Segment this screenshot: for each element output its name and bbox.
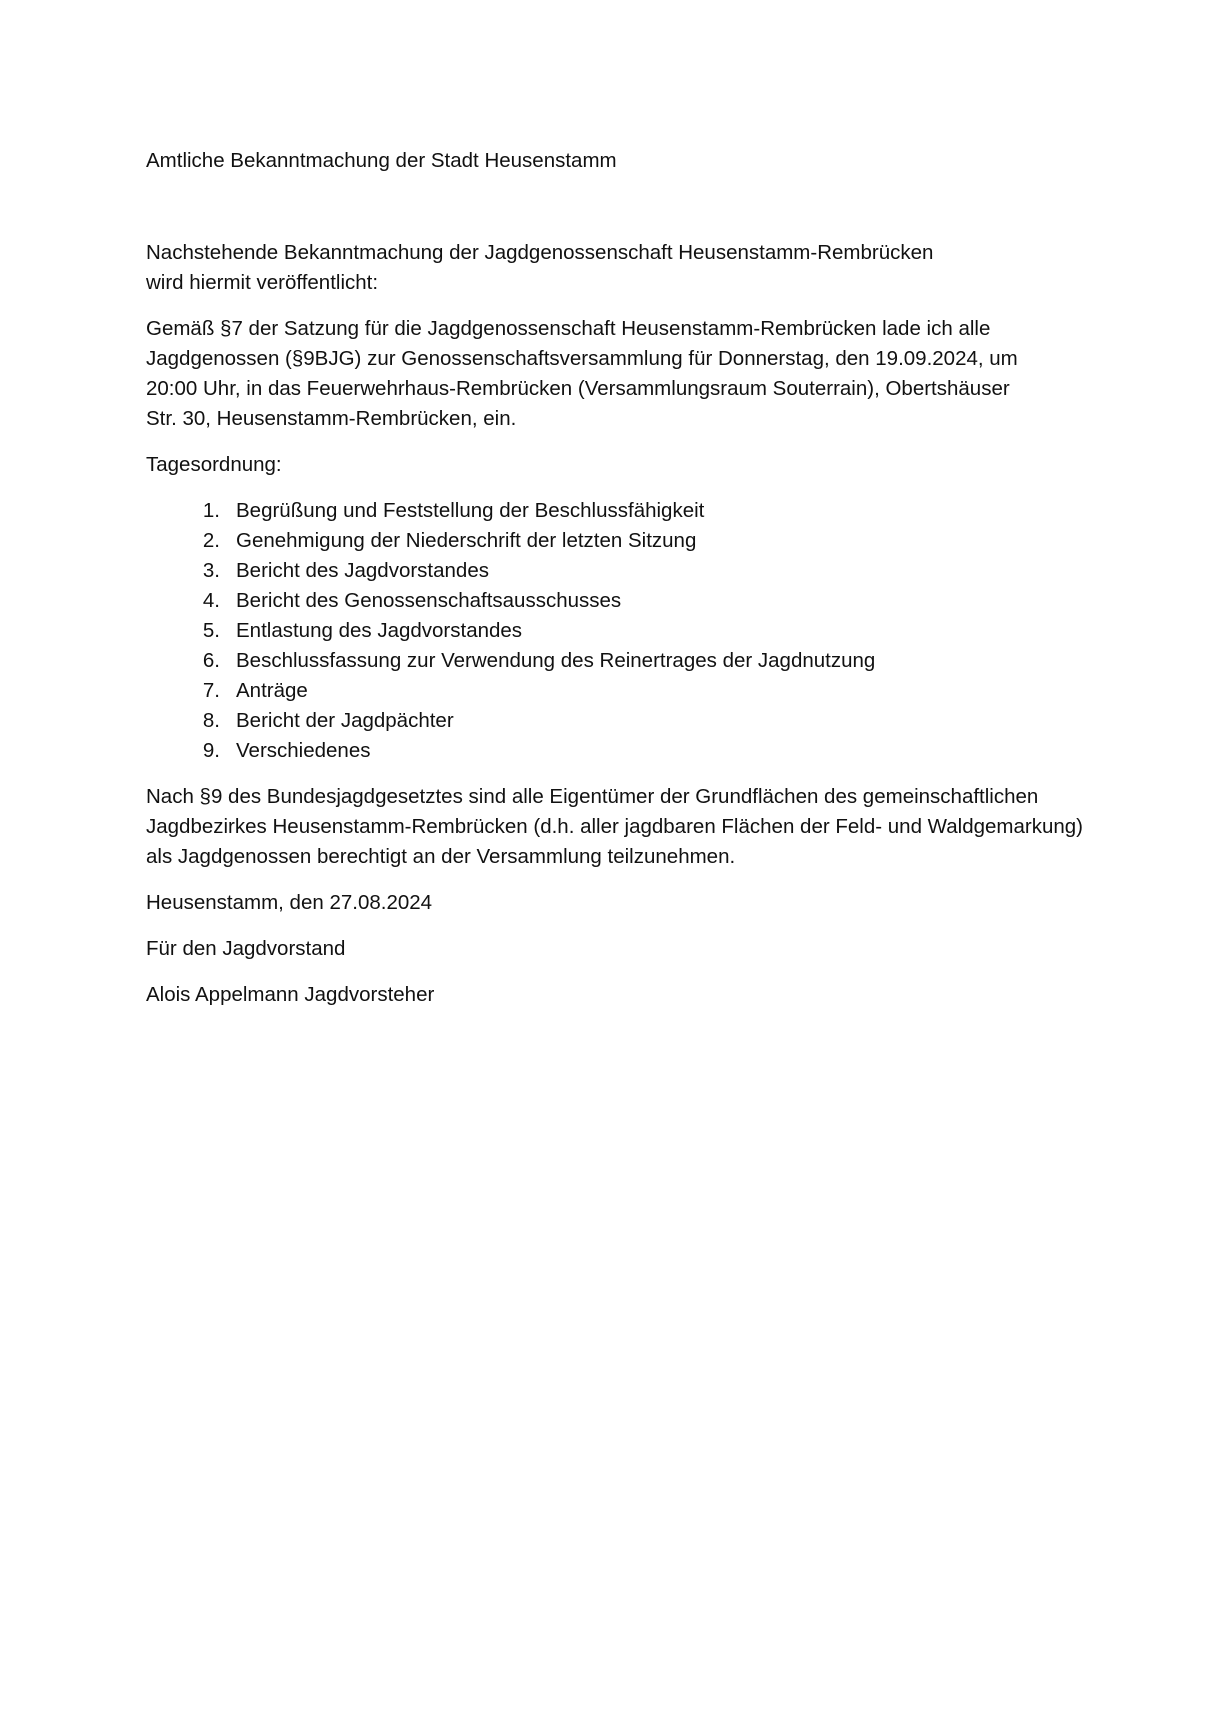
agenda-heading: Tagesordnung: — [146, 453, 282, 476]
agenda-item-number: 6. — [202, 649, 220, 672]
invitation-paragraph: Gemäß §7 der Satzung für die Jagdgenossenschaft Heusenstamm-Rembrücken lade ich alle Jagdgenossen (§9BJG) zur Genossenschaftsversammlung für Donnerstag, den 19.09.2024, um 20:00 Uhr, in das Feuerwehrhaus-Rembrücken (Versammlungsraum Souterrain), Obertshäuser Str. 30, Heusenstamm-Rembrücken, ein. — [146, 317, 1018, 430]
agenda-item — [146, 556, 1086, 586]
agenda-item-number: 2. — [202, 529, 220, 552]
agenda-item-number: 7. — [202, 679, 220, 702]
document-title: Amtliche Bekanntmachung der Stadt Heusenstamm — [146, 149, 617, 172]
signatory: Alois Appelmann Jagdvorsteher — [146, 983, 435, 1006]
agenda-item — [146, 706, 1086, 736]
agenda-item — [146, 496, 1086, 526]
agenda-item — [146, 526, 1086, 556]
agenda-item-number: 9. — [202, 739, 220, 762]
agenda-item-number: 8. — [202, 709, 220, 732]
agenda-item-text: Bericht der Jagdpächter — [236, 709, 454, 732]
agenda-item-number: 4. — [202, 589, 220, 612]
agenda-item-text: Begrüßung und Feststellung der Beschlussfähigkeit — [236, 499, 705, 522]
agenda-list — [146, 496, 1086, 766]
intro-paragraph: Nachstehende Bekanntmachung der Jagdgenossenschaft Heusenstamm-Rembrücken wird hiermit veröffentlicht: — [146, 241, 934, 294]
on-behalf-line: Für den Jagdvorstand — [146, 937, 346, 960]
agenda-item-text: Anträge — [236, 679, 308, 702]
agenda-item-number: 5. — [202, 619, 220, 642]
agenda-item — [146, 616, 1086, 646]
place-date: Heusenstamm, den 27.08.2024 — [146, 891, 433, 914]
notice-paragraph: Nach §9 des Bundesjagdgesetztes sind alle Eigentümer der Grundflächen des gemeinschaftlichen Jagdbezirkes Heusenstamm-Rembrücken (d.h. aller jagdbaren Flächen der Feld- und Waldgemarkung) als Jagdgenossen berechtigt an der Versammlung teilzunehmen. — [146, 785, 1083, 868]
agenda-item — [146, 646, 1086, 676]
agenda-item-text: Genehmigung der Niederschrift der letzten Sitzung — [236, 529, 697, 552]
agenda-item-text: Bericht des Genossenschaftsausschusses — [236, 589, 622, 612]
agenda-item-text: Beschlussfassung zur Verwendung des Reinertrages der Jagdnutzung — [236, 649, 876, 672]
agenda-item — [146, 736, 1086, 766]
agenda-item-number: 1. — [202, 499, 220, 522]
agenda-item-text: Verschiedenes — [236, 739, 371, 762]
document-body — [146, 146, 1086, 1026]
agenda-item-text: Bericht des Jagdvorstandes — [236, 559, 489, 582]
agenda-item — [146, 586, 1086, 616]
agenda-item-number: 3. — [202, 559, 220, 582]
agenda-item — [146, 676, 1086, 706]
agenda-item-text: Entlastung des Jagdvorstandes — [236, 619, 523, 642]
